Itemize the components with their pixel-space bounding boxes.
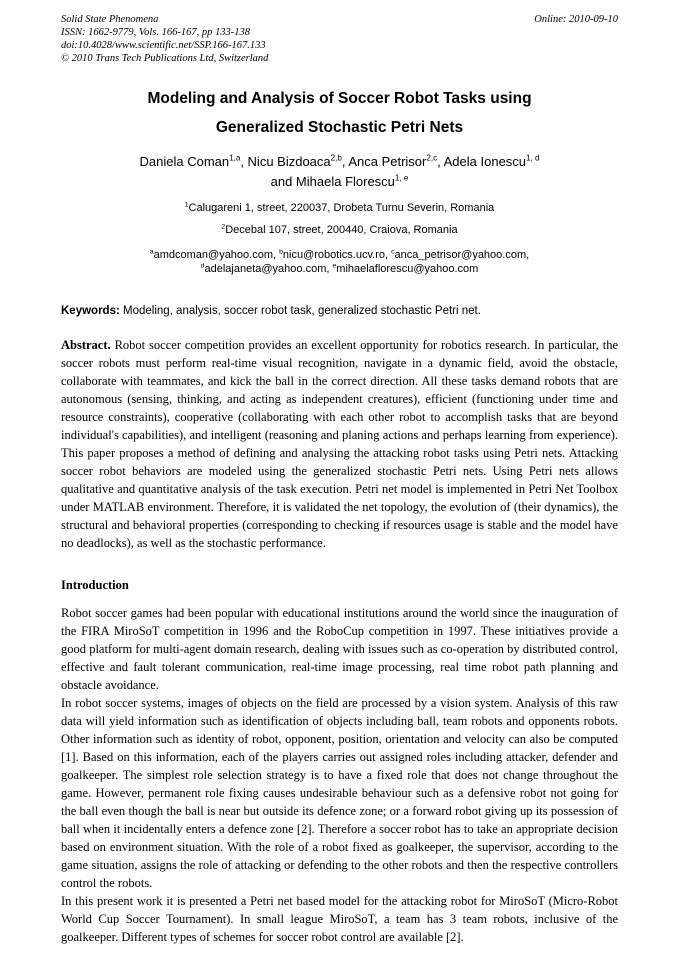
introduction-body xyxy=(61,604,618,946)
online-date: Online: 2010-09-10 xyxy=(534,14,618,25)
authors-block xyxy=(61,152,618,192)
author-name: Daniela Coman xyxy=(139,154,230,169)
journal-issn-line: ISSN: 1662-9779, Vols. 166-167, pp 133-138 xyxy=(61,27,250,38)
abstract-paragraph xyxy=(61,336,618,552)
email-sup: b xyxy=(279,248,283,256)
keywords-text: Modeling, analysis, soccer robot task, generalized stochastic Petri net. xyxy=(119,305,481,317)
author-affiliation-sup: 2,b xyxy=(330,153,342,163)
affiliation-text: Calugareni 1, street, 220037, Drobeta Turnu Severin, Romania xyxy=(188,202,495,214)
section-heading-introduction: Introduction xyxy=(61,578,129,592)
author-affiliation-sup: 1, e xyxy=(394,173,409,183)
author-name: , Adela Ionescu xyxy=(437,154,527,169)
paper-title xyxy=(61,84,618,142)
journal-doi-line: doi:10.4028/www.scientific.net/SSP.166-167.133 xyxy=(61,40,266,51)
affiliation-2 xyxy=(61,223,618,237)
affiliation-sup: 2 xyxy=(221,223,226,231)
affiliation-1 xyxy=(61,201,618,215)
author-affiliation-sup: 2,c xyxy=(426,153,438,163)
email-address: amdcoman@yahoo.com, xyxy=(153,249,280,261)
introduction-paragraph-1: Robot soccer games had been popular with educational institutions around the world since the inauguration of the FIRA MiroSoT competition in 1996 and the RoboCup competition in 1997. These initiatives provide a good platform for multi-agent domain research, dealing with issues such as co-operation by distributed control, effective and fault tolerant communication, real-time image processing, real time robot path planning and obstacle avoidance. xyxy=(61,606,618,692)
abstract-label: Abstract. xyxy=(61,338,111,352)
author-name: , Anca Petrisor xyxy=(341,154,427,169)
affiliations-block xyxy=(61,201,618,237)
affiliation-text: Decebal 107, street, 200440, Craiova, Romania xyxy=(225,224,458,236)
email-address: nicu@robotics.ucv.ro, xyxy=(282,249,392,261)
keywords-line xyxy=(61,304,618,319)
author-affiliation-sup: 1,a xyxy=(229,153,241,163)
email-address: mihaelaflorescu@yahoo.com xyxy=(336,263,479,275)
emails-line-1 xyxy=(61,248,618,262)
author-name: , Nicu Bizdoaca xyxy=(240,154,331,169)
introduction-paragraph-3: In this present work it is presented a Petri net based model for the attacking robot for MiroSoT (Micro-Robot World Cup Soccer Tournament). In small league MiroSoT, a team has 3 team robots, inclusive of the goalkeeper. Different types of schemes for soccer robot control are available [2]. xyxy=(61,894,618,944)
authors-line-2 xyxy=(61,172,618,192)
journal-info-block xyxy=(61,13,268,65)
journal-copyright-line: © 2010 Trans Tech Publications Ltd, Switzerland xyxy=(61,53,269,64)
email-sup: d xyxy=(200,262,205,270)
paper-title-line-1: Modeling and Analysis of Soccer Robot Tasks using xyxy=(147,90,532,107)
paper-title-line-2: Generalized Stochastic Petri Nets xyxy=(215,119,464,136)
journal-header xyxy=(61,13,618,65)
authors-line-1 xyxy=(61,152,618,172)
emails-line-2 xyxy=(61,262,618,276)
keywords-label: Keywords: xyxy=(61,305,120,317)
email-sup: c xyxy=(391,248,395,256)
introduction-paragraph-2: In robot soccer systems, images of objects on the field are processed by a vision system. Analysis of this raw data will yield information such as identification of objects including ball, team robots and opponents robots. Other information such as identity of robot, opponent, position, orientation and velocity can also be computed [1]. Based on this information, each of the players carries out assigned roles including attacker, defender and goalkeeper. The simplest role selection strategy is to have a fixed role that does not change throughout the game. However, permanent role fixing causes undesirable behaviour such as a defensive robot not going for the ball even though the ball is near but outside its defence zone; or a forward robot giving up its possession of ball when it incidentally enters a defence zone [2]. Therefore a soccer robot has to take an appropriate decision based on environment situation. With the role of a robot fixed as goalkeeper, the supervisor, according to the game situation, assigns the role of attacking or defending to the other robots and then the respective controllers control the robots. xyxy=(61,696,618,890)
affiliation-sup: 1 xyxy=(184,201,189,209)
emails-block xyxy=(61,248,618,276)
email-address: anca_petrisor@yahoo.com, xyxy=(394,249,530,261)
email-address: adelajaneta@yahoo.com, xyxy=(204,263,333,275)
abstract-text: Robot soccer competition provides an excellent opportunity for robotics research. In particular, the soccer robots must perform real-time visual recognition, navigate in a dynamic field, avoid the obstacle, collaborate with teammates, and kick the ball in the correct direction. All these tasks demand robots that are autonomous (sensing, thinking, and acting as independent creatures), efficient (functioning under time and resource constraints), cooperative (collaborating with each other robot to accomplish tasks that are beyond individual's capabilities), and intelligent (reasoning and planing actions and perhaps learning from experience). This paper proposes a method of defining and analysing the attacking robot tasks using Petri nets. Attacking soccer robot behaviors are modeled using the generalized stochastic Petri nets. Using Petri nets allows qualitative and quantitative analysis of the task execution. Petri net model is implemented in Petri Net Toolbox under MATLAB environment. Therefore, it is validated the net topology, the evolution of (their dynamics), the structural and behavioral properties (corresponding to checking if resources usage is stable and the model have no deadlocks), as well as the stochastic performance. xyxy=(61,338,618,550)
author-affiliation-sup: 1, d xyxy=(526,153,540,163)
journal-name: Solid State Phenomena xyxy=(61,14,159,25)
author-name: and Mihaela Florescu xyxy=(270,174,395,189)
email-sup: a xyxy=(149,248,154,256)
email-sup: e xyxy=(332,262,337,270)
